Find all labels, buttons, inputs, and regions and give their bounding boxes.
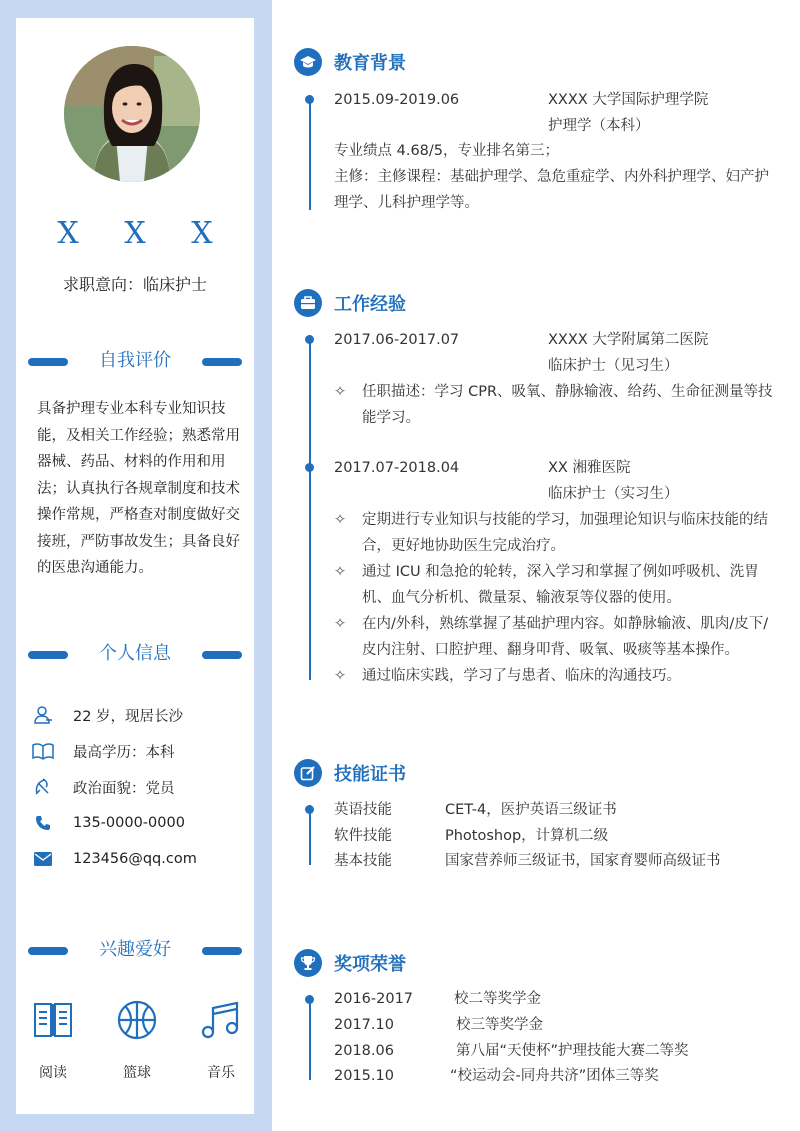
- bullet-mark: ✧: [334, 384, 347, 400]
- awards-timeline-line: [309, 995, 311, 1080]
- award-name: 第八届“天使杯”护理技能大赛二等奖: [456, 1043, 689, 1059]
- job2-period: 2017.07-2018.04: [334, 460, 460, 476]
- awards-timeline-dot: [305, 995, 314, 1004]
- education-courses: 主修：主修课程：基础护理学、急危重症学、内外科护理学、妇产护理学、儿科护理学等。: [334, 169, 769, 211]
- party-emblem-icon: [30, 776, 56, 798]
- candidate-name: X X X: [57, 216, 231, 251]
- self-eval-text: 具备护理专业本科专业知识技能，及相关工作经验；熟悉常用器械、药品、材料的作用和用法；认真执行各规章制度和技术操作常规，严格查对制度做好交接班，严防事故发生；具备良好的医患沟通能力。: [37, 401, 240, 576]
- work-heading: [294, 288, 406, 318]
- skills-timeline-dot: [305, 805, 314, 814]
- job1-role: 临床护士（见习生）: [548, 358, 679, 374]
- mail-icon: [30, 848, 56, 870]
- job2-bullet-text: 通过临床实践，学习了与患者、临床的沟通技巧。: [362, 668, 681, 684]
- personal-info-heading: [28, 641, 242, 667]
- personal-info-title: 个人信息: [99, 643, 171, 664]
- award-name: “校运动会-同舟共济”团体三等奖: [450, 1068, 659, 1084]
- skill-value: Photoshop，计算机二级: [445, 828, 609, 844]
- heading-bar-right: [202, 651, 242, 659]
- briefcase-icon: [294, 289, 322, 317]
- reading-icon: [28, 996, 78, 1044]
- job1-bullet-text: 任职描述：学习 CPR、吸氧、静脉输液、给药、生命征测量等技能学习。: [362, 384, 773, 426]
- work-title: 工作经验: [334, 294, 406, 315]
- bullet-mark: ✧: [334, 512, 347, 528]
- award-date: 2017.10: [334, 1017, 394, 1033]
- info-politics: [30, 774, 175, 800]
- phone-icon: [30, 812, 56, 834]
- award-name: 校二等奖学金: [454, 991, 541, 1007]
- job2-role: 临床护士（实习生）: [548, 486, 679, 502]
- info-politics-text: 政治面貌：党员: [73, 780, 175, 797]
- info-age: [30, 702, 183, 728]
- hobby-basketball-label: 篮球: [123, 1065, 151, 1081]
- award-name: 校三等奖学金: [456, 1017, 543, 1033]
- hobby-music-label: 音乐: [207, 1065, 235, 1081]
- hobby-music: [196, 996, 246, 1082]
- skills-title: 技能证书: [334, 764, 406, 785]
- avatar: [64, 46, 200, 182]
- hobbies-title: 兴趣爱好: [99, 939, 171, 960]
- heading-bar-right: [202, 947, 242, 955]
- info-email-text: 123456@qq.com: [73, 851, 197, 867]
- music-icon: [196, 996, 246, 1044]
- work-timeline-line: [309, 335, 311, 680]
- book-icon: [30, 740, 56, 762]
- hobby-reading-label: 阅读: [39, 1065, 67, 1081]
- job1-period: 2017.06-2017.07: [334, 332, 460, 348]
- education-period: 2015.09-2019.06: [334, 92, 460, 108]
- job2-bullet: [334, 663, 774, 689]
- heading-bar-right: [202, 358, 242, 366]
- info-education-text: 最高学历：本科: [73, 744, 175, 761]
- job-objective: 求职意向：临床护士: [62, 275, 207, 294]
- info-phone-text: 135-0000-0000: [73, 815, 185, 831]
- job2-bullet-text: 定期进行专业知识与技能的学习，加强理论知识与临床技能的结合，更好地协助医生完成治疗。: [362, 512, 768, 554]
- education-timeline-line: [309, 95, 311, 210]
- trophy-icon: [294, 949, 322, 977]
- job2-bullet-text: 在内/外科，熟练掌握了基础护理内容。如静脉输液、肌肉/皮下/皮内注射、口腔护理、翻身叩背、吸氧、吸痰等基本操作。: [362, 616, 769, 658]
- hobbies-heading: [28, 937, 242, 963]
- person-icon: [30, 704, 56, 726]
- award-date: 2015.10: [334, 1068, 394, 1084]
- awards-title: 奖项荣誉: [334, 954, 406, 975]
- education-title: 教育背景: [334, 53, 406, 74]
- bullet-mark: ✧: [334, 616, 347, 632]
- basketball-icon: [112, 996, 162, 1044]
- info-email: [30, 846, 197, 872]
- job2-bullet: [334, 507, 774, 559]
- skills-heading: [294, 758, 406, 788]
- job1-bullet: [334, 379, 774, 431]
- award-date: 2018.06: [334, 1043, 394, 1059]
- awards-heading: [294, 948, 406, 978]
- job1-org: XXXX 大学附属第二医院: [548, 332, 709, 348]
- info-education: [30, 738, 175, 764]
- skills-timeline-line: [309, 805, 311, 865]
- skill-label: 软件技能: [334, 828, 392, 844]
- education-gpa: 专业绩点 4.68/5，专业排名第三；: [334, 143, 560, 159]
- edit-icon: [294, 759, 322, 787]
- education-heading: [294, 47, 406, 77]
- education-major: 护理学（本科）: [548, 118, 650, 134]
- job2-bullet: [334, 559, 774, 611]
- bullet-mark: ✧: [334, 564, 347, 580]
- skill-label: 基本技能: [334, 853, 392, 869]
- work-timeline-dot: [305, 463, 314, 472]
- info-age-text: 22 岁，现居长沙: [73, 708, 184, 725]
- job2-org: XX 湘雅医院: [548, 460, 631, 476]
- hobby-reading: [28, 996, 78, 1082]
- award-date: 2016-2017: [334, 991, 414, 1007]
- job2-bullet: [334, 611, 774, 663]
- self-eval-heading: [28, 348, 242, 374]
- skill-value: 国家营养师三级证书，国家育婴师高级证书: [445, 853, 721, 869]
- bullet-mark: ✧: [334, 668, 347, 684]
- work-timeline-dot: [305, 335, 314, 344]
- education-school: XXXX 大学国际护理学院: [548, 92, 709, 108]
- education-timeline-dot: [305, 95, 314, 104]
- graduation-cap-icon: [294, 48, 322, 76]
- info-phone: [30, 810, 185, 836]
- skill-value: CET-4，医护英语三级证书: [445, 802, 617, 818]
- job2-bullet-text: 通过 ICU 和急抢的轮转，深入学习和掌握了例如呼吸机、洗胃机、血气分析机、微量泵、输液泵等仪器的使用。: [362, 564, 759, 606]
- skill-label: 英语技能: [334, 802, 392, 818]
- self-eval-title: 自我评价: [99, 350, 171, 371]
- hobby-basketball: [112, 996, 162, 1082]
